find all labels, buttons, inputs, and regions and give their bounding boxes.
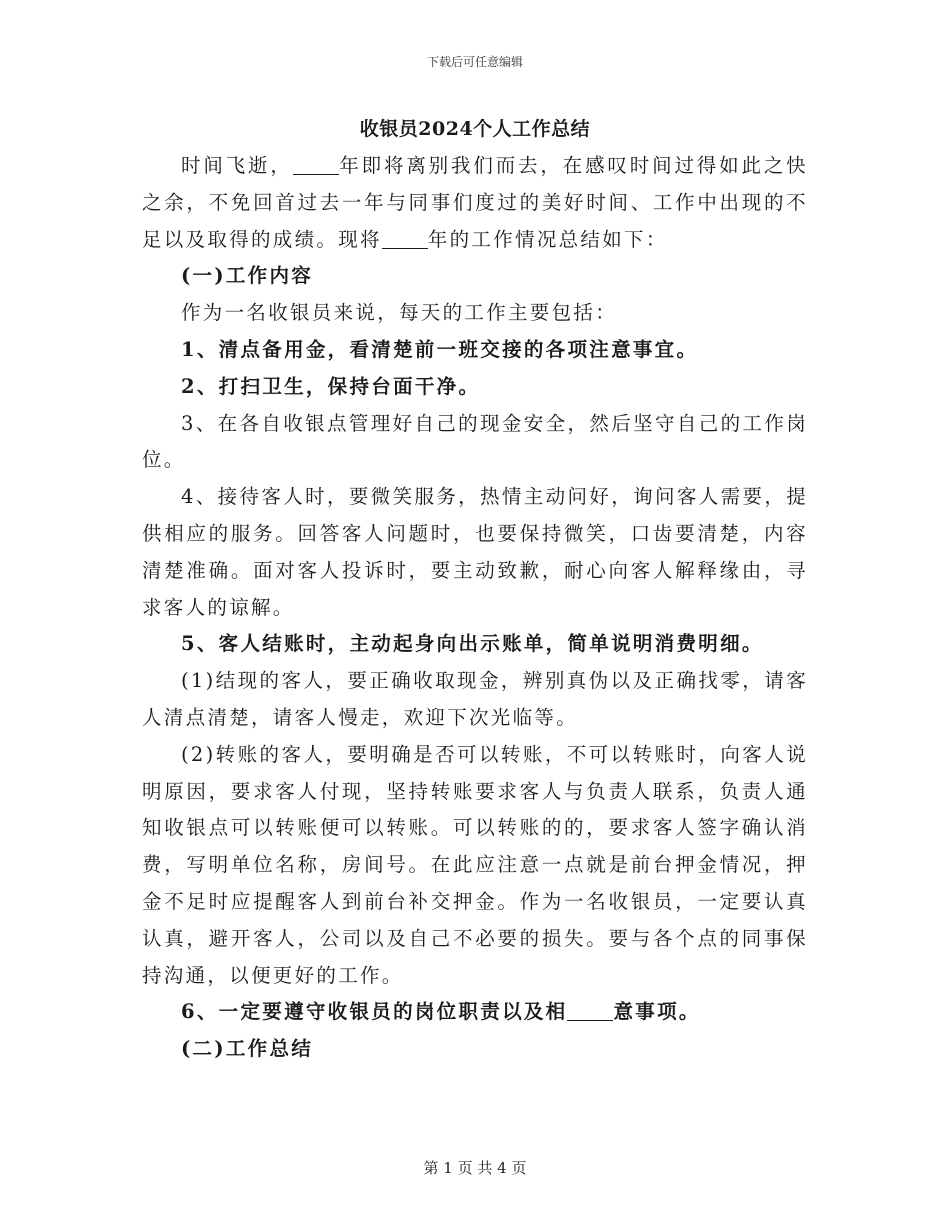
section-heading-work-content: (一)工作内容 [181, 264, 314, 288]
year-blank [382, 228, 428, 249]
document-body [142, 148, 808, 1068]
intro-paragraph [142, 148, 808, 258]
item6-text-b: 意事项。 [613, 1000, 701, 1024]
intro-text-c: 年的工作情况总结如下： [427, 227, 668, 251]
header-note: 下载后可任意编辑 [426, 55, 523, 69]
item6-text-a: 6、一定要遵守收银员的岗位职责以及相 [181, 1000, 568, 1024]
section-heading-work-summary: (二)工作总结 [181, 1037, 314, 1061]
item6-blank [567, 1001, 613, 1022]
list-item-4: 4、接待客人时，要微笑服务，热情主动问好，询问客人需要，提供相应的服务。回答客人问题时，也要保持微笑，口齿要清楚，内容清楚准确。面对客人投诉时，要主动致歉，耐心向客人解释缘由，寻求客人的谅解。 [142, 485, 808, 619]
lead-paragraph: 作为一名收银员来说，每天的工作主要包括： [181, 301, 618, 325]
document-title: 收银员2024个人工作总结 [359, 118, 591, 140]
intro-text-b: 年即将离别我们而去，在感叹时间过得如此之快之余，不免回首过去一年与同事们度过的美好时间、工作中出现的不足以及取得的成绩。现将 [142, 154, 808, 251]
year-blank [293, 155, 339, 176]
page-footer: 第 1 页 共 4 页 [423, 1159, 527, 1177]
sub-item-2: (2)转账的客人，要明确是否可以转账，不可以转账时，向客人说明原因，要求客人付现，坚持转账要求客人与负责人联系，负责人通知收银点可以转账便可以转账。可以转账的的，要求客人签字确认消费，写明单位名称，房间号。在此应注意一点就是前台押金情况，押金不足时应提醒客人到前台补交押金。作为一名收银员，一定要认真认真，避开客人，公司以及自己不必要的损失。要与各个点的同事保持沟通，以便更好的工作。 [142, 742, 808, 987]
list-item-6 [142, 994, 808, 1031]
sub-item-1: (1)结现的客人，要正确收取现金，辨别真伪以及正确找零，请客人清点清楚，请客人慢走，欢迎下次光临等。 [142, 669, 808, 729]
list-item-3: 3、在各自收银点管理好自己的现金安全，然后坚守自己的工作岗位。 [142, 411, 808, 472]
list-item-1: 1、清点备用金，看清楚前一班交接的各项注意事宜。 [181, 337, 699, 361]
list-item-2: 2、打扫卫生，保持台面干净。 [181, 374, 481, 398]
intro-text-a: 时间飞逝， [181, 154, 293, 177]
list-item-5: 5、客人结账时，主动起身向出示账单，简单说明消费明细。 [181, 632, 764, 656]
